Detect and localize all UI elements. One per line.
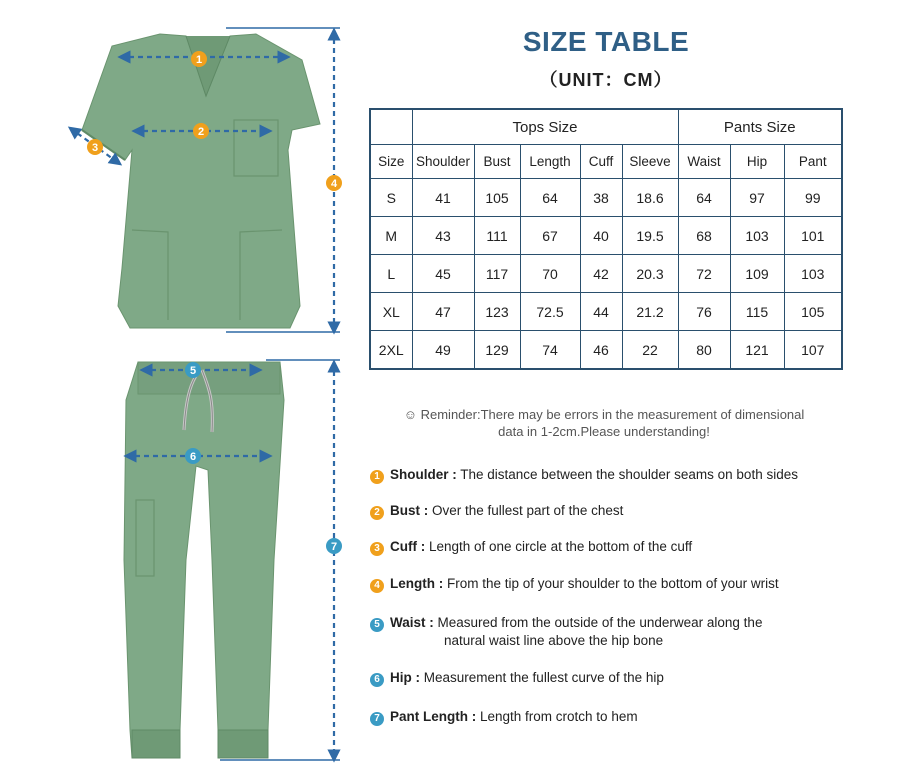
number-badge-7: 7	[370, 712, 384, 726]
number-badge-6: 6	[370, 673, 384, 687]
table-cell: 47	[412, 293, 474, 331]
definition-text-continued: natural waist line above the hip bone	[444, 633, 664, 648]
marker-1	[191, 51, 207, 67]
table-cell: 68	[678, 217, 730, 255]
table-row	[370, 179, 842, 217]
col-header: Pant	[784, 145, 842, 179]
definition-term: Waist :	[390, 615, 434, 630]
table-cell: 103	[730, 217, 784, 255]
number-badge-4: 4	[370, 579, 384, 593]
table-row	[370, 293, 842, 331]
col-header: Hip	[730, 145, 784, 179]
table-cell: 74	[520, 331, 580, 370]
definition-term: Cuff :	[390, 539, 426, 554]
tops-size-group: Tops Size	[412, 109, 678, 145]
table-cell: 76	[678, 293, 730, 331]
page-title: SIZE TABLE	[522, 26, 690, 57]
group-empty-cell	[370, 109, 412, 145]
table-cell: 46	[580, 331, 622, 370]
definition-pant-length	[370, 708, 890, 726]
table-cell: 67	[520, 217, 580, 255]
marker-7	[326, 538, 342, 554]
table-cell: 40	[580, 217, 622, 255]
definition-term: Shoulder :	[390, 467, 457, 482]
marker-6-label: 6	[189, 451, 197, 463]
table-cell: 18.6	[622, 179, 678, 217]
col-header: Length	[520, 145, 580, 179]
table-cell: 107	[784, 331, 842, 370]
size-table	[369, 108, 843, 370]
table-cell: 72	[678, 255, 730, 293]
table-cell: XL	[370, 293, 412, 331]
table-cell: 99	[784, 179, 842, 217]
table-group-row	[370, 109, 842, 145]
definition-text: Measured from the outside of the underwear along the	[433, 615, 763, 630]
definition-text: Over the fullest part of the chest	[428, 503, 624, 518]
table-cell: 44	[580, 293, 622, 331]
marker-6	[185, 448, 201, 464]
definition-text: Measurement the fullest curve of the hip	[420, 670, 664, 685]
definition-hip	[370, 669, 890, 687]
table-cell: 111	[474, 217, 520, 255]
marker-4-label: 4	[330, 178, 338, 190]
number-badge-2: 2	[370, 506, 384, 520]
reminder-line-2: data in 1-2cm.Please understanding!	[498, 424, 710, 439]
table-cell: 41	[412, 179, 474, 217]
garment-illustration	[0, 0, 360, 765]
definition-term: Pant Length :	[390, 709, 477, 724]
col-header: Sleeve	[622, 145, 678, 179]
col-header: Waist	[678, 145, 730, 179]
scrub-pants	[124, 362, 284, 758]
reminder-line-1: ☺ Reminder:There may be errors in the measurement of dimensional	[403, 407, 805, 422]
marker-5	[185, 362, 201, 378]
definition-length	[370, 575, 890, 593]
table-cell: 38	[580, 179, 622, 217]
table-cell: 72.5	[520, 293, 580, 331]
table-cell: 105	[784, 293, 842, 331]
table-cell: 97	[730, 179, 784, 217]
table-header-row	[370, 145, 842, 179]
table-cell: 115	[730, 293, 784, 331]
pants-size-group: Pants Size	[678, 109, 842, 145]
table-cell: 49	[412, 331, 474, 370]
table-row	[370, 331, 842, 370]
definition-text: Length from crotch to hem	[476, 709, 638, 724]
marker-7-label: 7	[330, 541, 338, 553]
definition-term: Length :	[390, 576, 444, 591]
definition-bust	[370, 502, 890, 520]
definition-term: Bust :	[390, 503, 429, 518]
table-cell: 101	[784, 217, 842, 255]
definition-waist	[370, 614, 890, 649]
table-cell: 2XL	[370, 331, 412, 370]
marker-2	[193, 123, 209, 139]
marker-5-label: 5	[189, 365, 197, 377]
definition-cuff	[370, 538, 890, 556]
table-cell: 64	[678, 179, 730, 217]
table-cell: M	[370, 217, 412, 255]
marker-1-label: 1	[195, 54, 203, 66]
table-cell: 43	[412, 217, 474, 255]
unit-label: （UNIT：CM）	[539, 70, 673, 90]
number-badge-3: 3	[370, 542, 384, 556]
table-cell: 121	[730, 331, 784, 370]
definition-shoulder	[370, 466, 890, 484]
reminder-note	[384, 406, 824, 440]
marker-4	[326, 175, 342, 191]
marker-3	[87, 139, 103, 155]
table-cell: 21.2	[622, 293, 678, 331]
col-header: Bust	[474, 145, 520, 179]
table-cell: 105	[474, 179, 520, 217]
table-cell: 117	[474, 255, 520, 293]
table-cell: S	[370, 179, 412, 217]
number-badge-5: 5	[370, 618, 384, 632]
marker-2-label: 2	[197, 126, 205, 138]
table-cell: L	[370, 255, 412, 293]
table-cell: 80	[678, 331, 730, 370]
table-row	[370, 217, 842, 255]
col-header: Shoulder	[412, 145, 474, 179]
col-header: Size	[370, 145, 412, 179]
definition-term: Hip :	[390, 670, 420, 685]
number-badge-1: 1	[370, 470, 384, 484]
table-cell: 70	[520, 255, 580, 293]
table-cell: 45	[412, 255, 474, 293]
table-cell: 103	[784, 255, 842, 293]
table-cell: 19.5	[622, 217, 678, 255]
definition-text: From the tip of your shoulder to the bottom of your wrist	[443, 576, 779, 591]
table-cell: 20.3	[622, 255, 678, 293]
table-cell: 123	[474, 293, 520, 331]
definition-text: Length of one circle at the bottom of the cuff	[425, 539, 693, 554]
table-cell: 109	[730, 255, 784, 293]
marker-3-label: 3	[91, 142, 99, 154]
table-cell: 22	[622, 331, 678, 370]
table-cell: 64	[520, 179, 580, 217]
definition-text: The distance between the shoulder seams on both sides	[456, 467, 798, 482]
table-cell: 42	[580, 255, 622, 293]
col-header: Cuff	[580, 145, 622, 179]
scrub-top	[82, 34, 320, 328]
table-cell: 129	[474, 331, 520, 370]
table-row	[370, 255, 842, 293]
